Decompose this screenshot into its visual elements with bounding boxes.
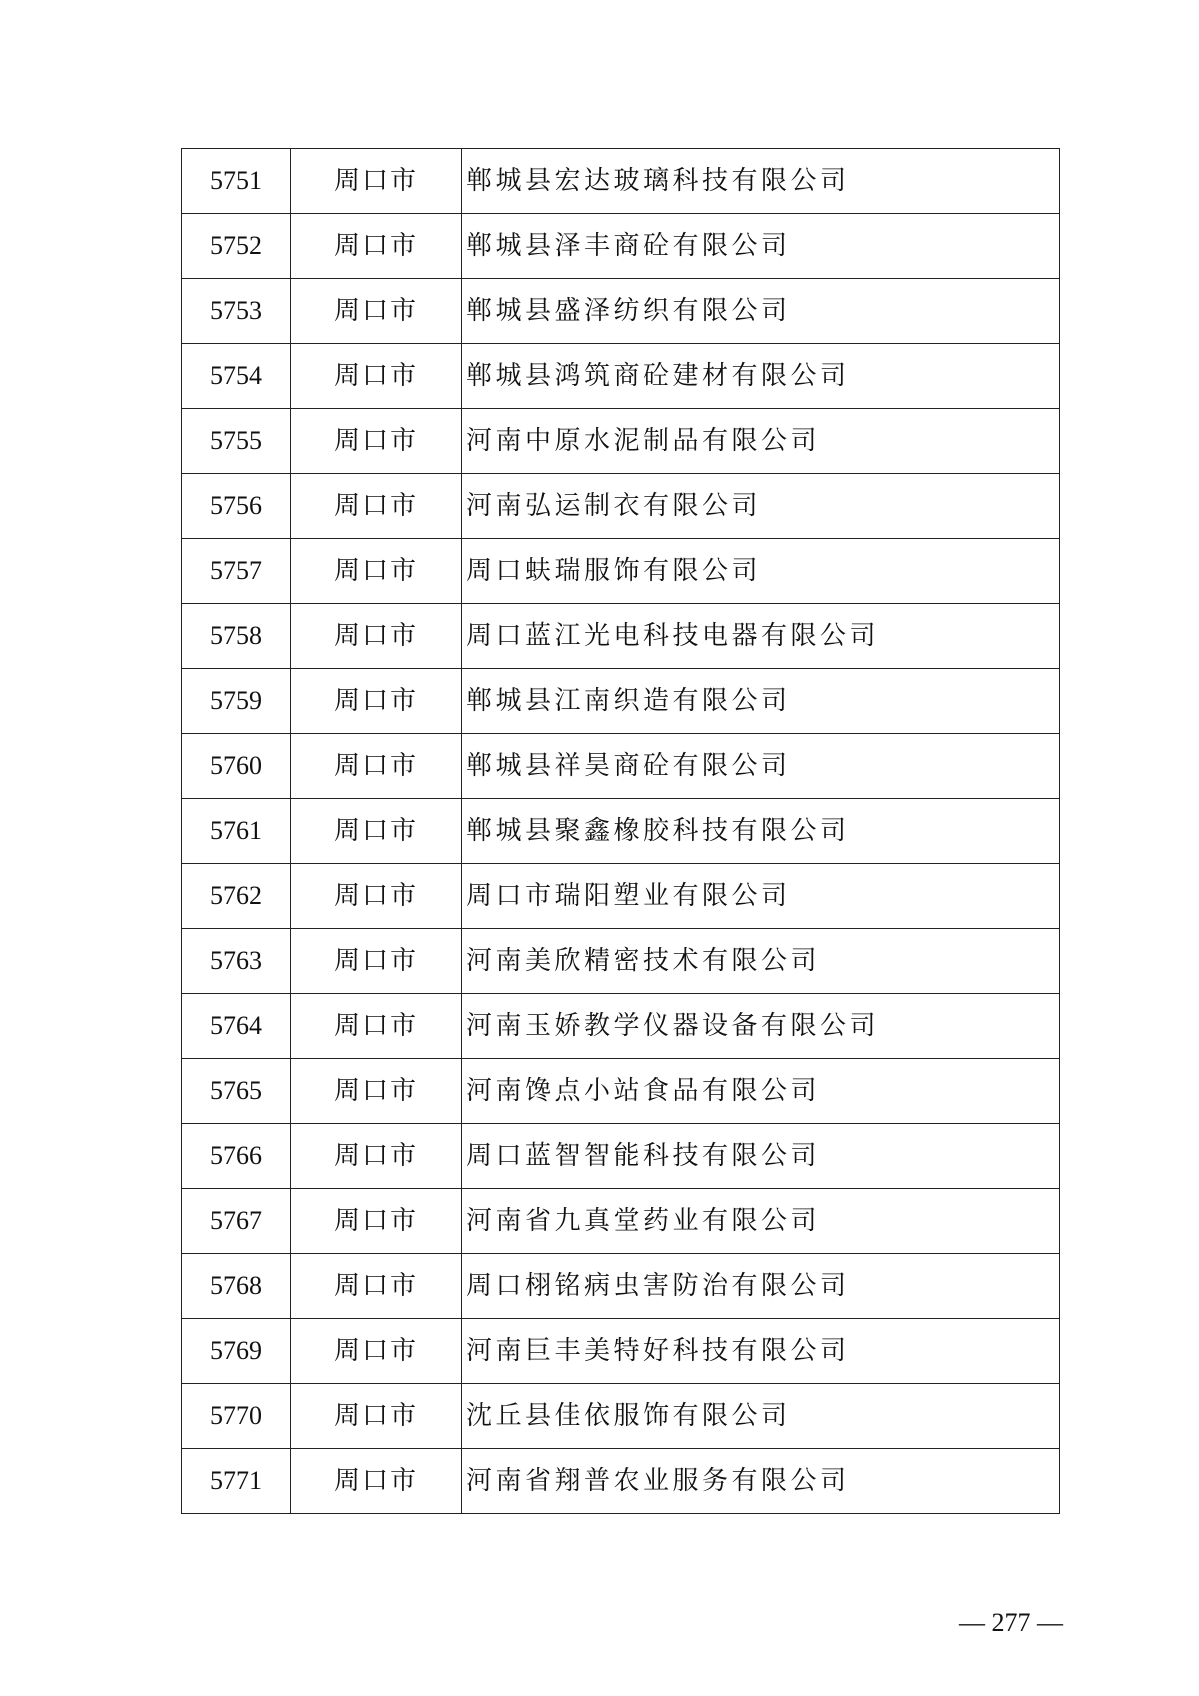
table-row	[182, 604, 1060, 669]
company-name-cell: 河南省九真堂药业有限公司	[462, 1189, 1060, 1254]
city-cell: 周口市	[291, 669, 462, 734]
table-row	[182, 1449, 1060, 1514]
city-cell: 周口市	[291, 734, 462, 799]
city-cell: 周口市	[291, 929, 462, 994]
city-cell: 周口市	[291, 409, 462, 474]
table-row	[182, 149, 1060, 214]
city-cell: 周口市	[291, 1319, 462, 1384]
company-name-cell: 郸城县聚鑫橡胶科技有限公司	[462, 799, 1060, 864]
table-row	[182, 279, 1060, 344]
table-row	[182, 214, 1060, 279]
city-cell: 周口市	[291, 1449, 462, 1514]
serial-number-cell: 5767	[182, 1189, 291, 1254]
company-name-cell: 周口栩铭病虫害防治有限公司	[462, 1254, 1060, 1319]
city-cell: 周口市	[291, 539, 462, 604]
city-cell: 周口市	[291, 994, 462, 1059]
serial-number-cell: 5751	[182, 149, 291, 214]
company-name-cell: 河南馋点小站食品有限公司	[462, 1059, 1060, 1124]
company-name-cell: 周口蚨瑞服饰有限公司	[462, 539, 1060, 604]
table-row	[182, 1059, 1060, 1124]
company-name-cell: 郸城县盛泽纺织有限公司	[462, 279, 1060, 344]
table-row	[182, 474, 1060, 539]
serial-number-cell: 5763	[182, 929, 291, 994]
table-row	[182, 929, 1060, 994]
serial-number-cell: 5756	[182, 474, 291, 539]
table-row	[182, 994, 1060, 1059]
city-cell: 周口市	[291, 1189, 462, 1254]
company-name-cell: 河南中原水泥制品有限公司	[462, 409, 1060, 474]
serial-number-cell: 5765	[182, 1059, 291, 1124]
table-row	[182, 1319, 1060, 1384]
city-cell: 周口市	[291, 1254, 462, 1319]
serial-number-cell: 5754	[182, 344, 291, 409]
company-name-cell: 河南省翔普农业服务有限公司	[462, 1449, 1060, 1514]
serial-number-cell: 5770	[182, 1384, 291, 1449]
company-name-cell: 郸城县鸿筑商砼建材有限公司	[462, 344, 1060, 409]
serial-number-cell: 5761	[182, 799, 291, 864]
city-cell: 周口市	[291, 214, 462, 279]
table-row	[182, 669, 1060, 734]
city-cell: 周口市	[291, 604, 462, 669]
table-row	[182, 539, 1060, 604]
city-cell: 周口市	[291, 344, 462, 409]
serial-number-cell: 5771	[182, 1449, 291, 1514]
table-row	[182, 864, 1060, 929]
company-name-cell: 周口蓝智智能科技有限公司	[462, 1124, 1060, 1189]
table-body	[182, 149, 1060, 1514]
company-name-cell: 郸城县泽丰商砼有限公司	[462, 214, 1060, 279]
company-name-cell: 沈丘县佳依服饰有限公司	[462, 1384, 1060, 1449]
page-number: — 277 —	[959, 1608, 1063, 1637]
company-name-cell: 郸城县宏达玻璃科技有限公司	[462, 149, 1060, 214]
city-cell: 周口市	[291, 1124, 462, 1189]
city-cell: 周口市	[291, 1384, 462, 1449]
serial-number-cell: 5762	[182, 864, 291, 929]
table-row	[182, 409, 1060, 474]
company-name-cell: 河南玉娇教学仪器设备有限公司	[462, 994, 1060, 1059]
company-name-cell: 河南巨丰美特好科技有限公司	[462, 1319, 1060, 1384]
serial-number-cell: 5769	[182, 1319, 291, 1384]
serial-number-cell: 5755	[182, 409, 291, 474]
table-row	[182, 1384, 1060, 1449]
serial-number-cell: 5760	[182, 734, 291, 799]
serial-number-cell: 5764	[182, 994, 291, 1059]
city-cell: 周口市	[291, 799, 462, 864]
city-cell: 周口市	[291, 864, 462, 929]
city-cell: 周口市	[291, 1059, 462, 1124]
city-cell: 周口市	[291, 474, 462, 539]
table-row	[182, 734, 1060, 799]
city-cell: 周口市	[291, 149, 462, 214]
serial-number-cell: 5753	[182, 279, 291, 344]
enterprise-list-table	[181, 148, 1060, 1514]
serial-number-cell: 5766	[182, 1124, 291, 1189]
table-row	[182, 1254, 1060, 1319]
company-name-cell: 周口蓝江光电科技电器有限公司	[462, 604, 1060, 669]
table-row	[182, 799, 1060, 864]
serial-number-cell: 5758	[182, 604, 291, 669]
company-name-cell: 周口市瑞阳塑业有限公司	[462, 864, 1060, 929]
serial-number-cell: 5768	[182, 1254, 291, 1319]
table-row	[182, 1124, 1060, 1189]
company-name-cell: 河南弘运制衣有限公司	[462, 474, 1060, 539]
table-row	[182, 344, 1060, 409]
company-name-cell: 郸城县江南织造有限公司	[462, 669, 1060, 734]
serial-number-cell: 5759	[182, 669, 291, 734]
city-cell: 周口市	[291, 279, 462, 344]
table-row	[182, 1189, 1060, 1254]
serial-number-cell: 5757	[182, 539, 291, 604]
serial-number-cell: 5752	[182, 214, 291, 279]
company-name-cell: 河南美欣精密技术有限公司	[462, 929, 1060, 994]
company-name-cell: 郸城县祥昊商砼有限公司	[462, 734, 1060, 799]
